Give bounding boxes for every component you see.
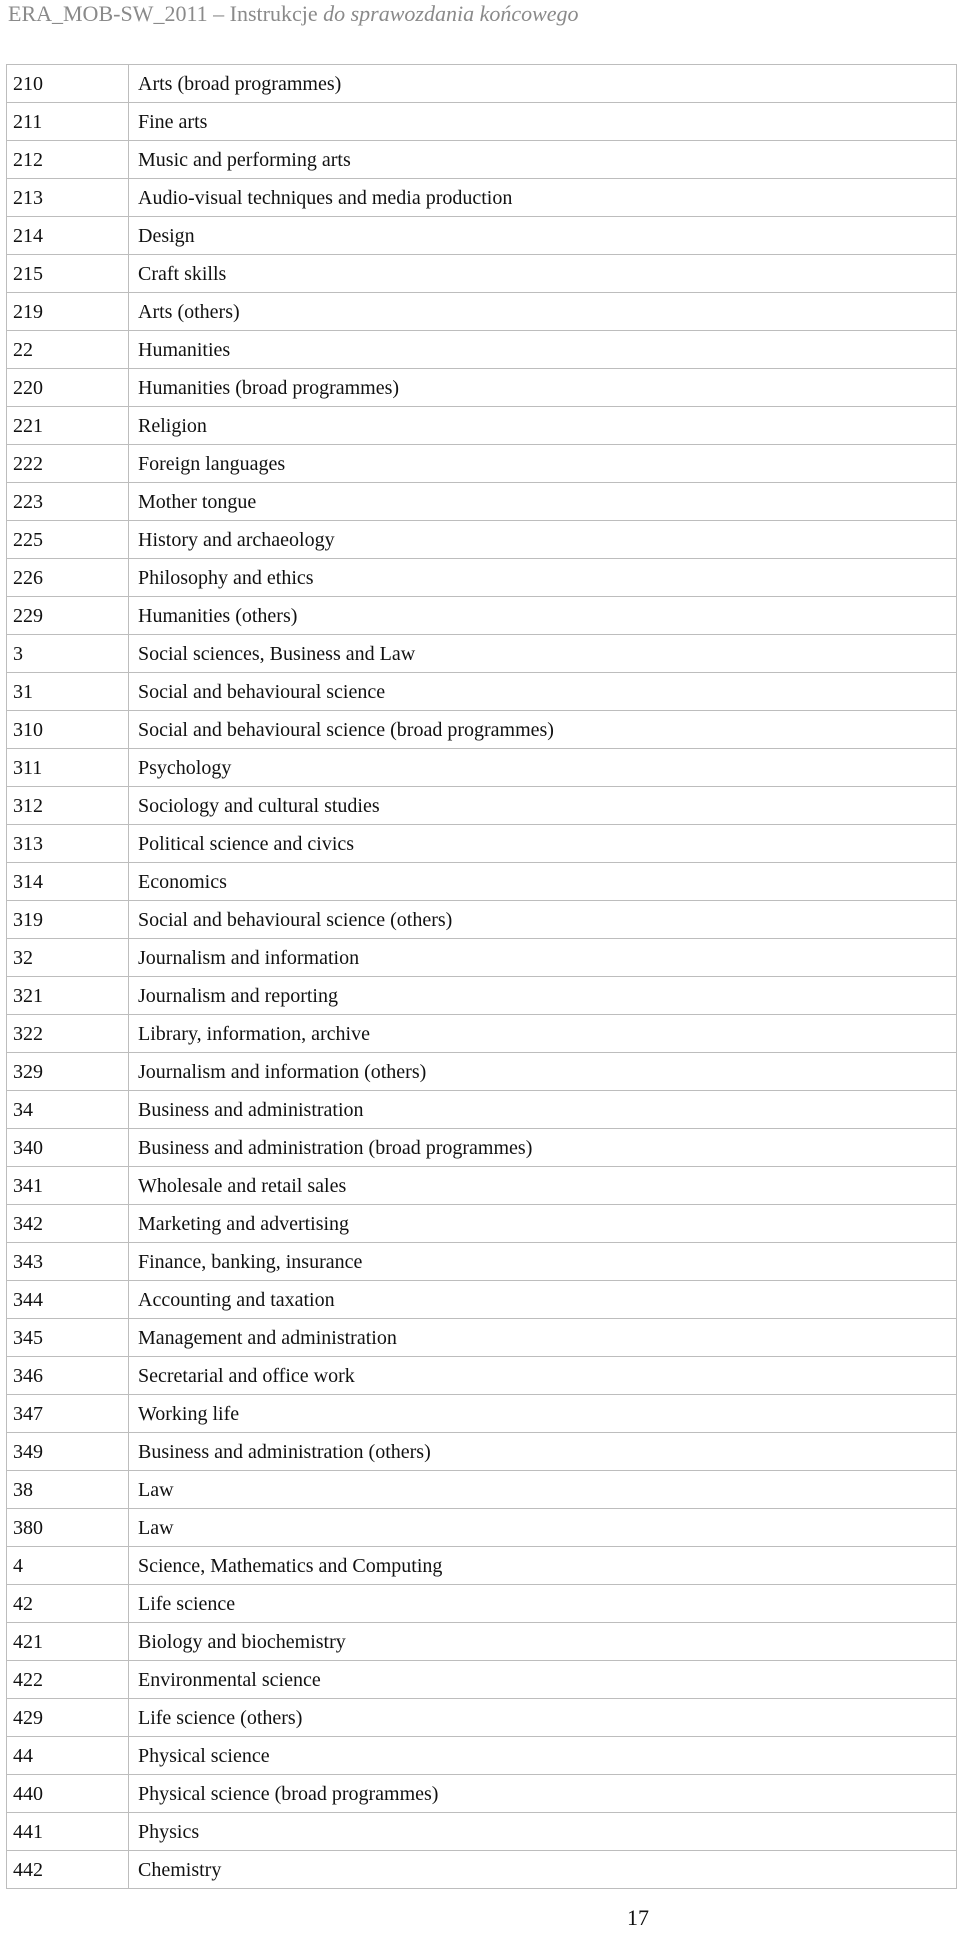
table-row [7, 1243, 957, 1281]
row-name-cell: Science, Mathematics and Computing [129, 1547, 957, 1585]
table-row [7, 673, 957, 711]
row-code-cell: 314 [7, 863, 129, 901]
row-code-cell: 210 [7, 65, 129, 103]
table-row [7, 521, 957, 559]
row-code-cell: 441 [7, 1813, 129, 1851]
table-row [7, 1585, 957, 1623]
table-row [7, 331, 957, 369]
row-name-cell: Wholesale and retail sales [129, 1167, 957, 1205]
row-code-cell: 223 [7, 483, 129, 521]
table-row [7, 1509, 957, 1547]
header-title-italic: do sprawozdania końcowego [323, 1, 579, 26]
table-row [7, 1547, 957, 1585]
row-name-cell: Finance, banking, insurance [129, 1243, 957, 1281]
row-code-cell: 345 [7, 1319, 129, 1357]
table-row [7, 559, 957, 597]
row-name-cell: Chemistry [129, 1851, 957, 1889]
table-row [7, 1737, 957, 1775]
row-code-cell: 310 [7, 711, 129, 749]
row-code-cell: 311 [7, 749, 129, 787]
table-row [7, 445, 957, 483]
row-code-cell: 329 [7, 1053, 129, 1091]
row-name-cell: Law [129, 1509, 957, 1547]
table-row [7, 1129, 957, 1167]
row-code-cell: 221 [7, 407, 129, 445]
table-row [7, 711, 957, 749]
row-code-cell: 319 [7, 901, 129, 939]
row-name-cell: Music and performing arts [129, 141, 957, 179]
header-title-plain: ERA_MOB-SW_2011 – Instrukcje [8, 1, 324, 26]
table-row [7, 407, 957, 445]
row-code-cell: 42 [7, 1585, 129, 1623]
row-code-cell: 442 [7, 1851, 129, 1889]
row-code-cell: 322 [7, 1015, 129, 1053]
row-code-cell: 220 [7, 369, 129, 407]
table-row [7, 141, 957, 179]
code-table-container [6, 64, 956, 1889]
row-code-cell: 31 [7, 673, 129, 711]
row-name-cell: Social and behavioural science [129, 673, 957, 711]
row-name-cell: Working life [129, 1395, 957, 1433]
page-header [8, 0, 579, 30]
table-row [7, 597, 957, 635]
table-row [7, 749, 957, 787]
row-name-cell: Life science (others) [129, 1699, 957, 1737]
table-row [7, 1851, 957, 1889]
row-name-cell: Law [129, 1471, 957, 1509]
row-code-cell: 22 [7, 331, 129, 369]
row-code-cell: 342 [7, 1205, 129, 1243]
row-code-cell: 344 [7, 1281, 129, 1319]
table-row [7, 1205, 957, 1243]
row-code-cell: 4 [7, 1547, 129, 1585]
table-row [7, 293, 957, 331]
row-name-cell: Business and administration (others) [129, 1433, 957, 1471]
table-row [7, 939, 957, 977]
row-name-cell: Foreign languages [129, 445, 957, 483]
row-code-cell: 313 [7, 825, 129, 863]
row-code-cell: 215 [7, 255, 129, 293]
row-name-cell: Journalism and reporting [129, 977, 957, 1015]
row-name-cell: Arts (broad programmes) [129, 65, 957, 103]
row-name-cell: Social sciences, Business and Law [129, 635, 957, 673]
field-of-study-code-table [6, 64, 957, 1889]
row-code-cell: 346 [7, 1357, 129, 1395]
table-row [7, 1433, 957, 1471]
row-code-cell: 341 [7, 1167, 129, 1205]
row-name-cell: Social and behavioural science (broad programmes) [129, 711, 957, 749]
table-row [7, 179, 957, 217]
row-name-cell: Physical science [129, 1737, 957, 1775]
row-name-cell: Business and administration (broad programmes) [129, 1129, 957, 1167]
table-row [7, 1813, 957, 1851]
table-row [7, 1015, 957, 1053]
table-row [7, 1471, 957, 1509]
row-code-cell: 312 [7, 787, 129, 825]
row-code-cell: 343 [7, 1243, 129, 1281]
page-number [0, 1906, 960, 1930]
row-name-cell: Arts (others) [129, 293, 957, 331]
row-code-cell: 321 [7, 977, 129, 1015]
row-code-cell: 34 [7, 1091, 129, 1129]
table-row [7, 103, 957, 141]
page-number-value: 17 [627, 1905, 649, 1930]
table-row [7, 1395, 957, 1433]
row-name-cell: Religion [129, 407, 957, 445]
row-name-cell: Biology and biochemistry [129, 1623, 957, 1661]
row-name-cell: Humanities [129, 331, 957, 369]
table-row [7, 369, 957, 407]
table-row [7, 977, 957, 1015]
row-code-cell: 429 [7, 1699, 129, 1737]
row-code-cell: 380 [7, 1509, 129, 1547]
row-name-cell: Accounting and taxation [129, 1281, 957, 1319]
row-code-cell: 225 [7, 521, 129, 559]
table-row [7, 65, 957, 103]
table-row [7, 1623, 957, 1661]
row-code-cell: 211 [7, 103, 129, 141]
row-code-cell: 349 [7, 1433, 129, 1471]
row-name-cell: Marketing and advertising [129, 1205, 957, 1243]
row-code-cell: 421 [7, 1623, 129, 1661]
row-name-cell: Philosophy and ethics [129, 559, 957, 597]
table-row [7, 483, 957, 521]
row-code-cell: 226 [7, 559, 129, 597]
row-name-cell: Library, information, archive [129, 1015, 957, 1053]
table-row [7, 1319, 957, 1357]
table-row [7, 901, 957, 939]
row-name-cell: Humanities (broad programmes) [129, 369, 957, 407]
row-name-cell: Management and administration [129, 1319, 957, 1357]
row-code-cell: 212 [7, 141, 129, 179]
row-name-cell: Audio-visual techniques and media production [129, 179, 957, 217]
row-name-cell: Secretarial and office work [129, 1357, 957, 1395]
row-code-cell: 38 [7, 1471, 129, 1509]
row-code-cell: 422 [7, 1661, 129, 1699]
row-name-cell: Craft skills [129, 255, 957, 293]
table-body [7, 65, 957, 1889]
table-row [7, 825, 957, 863]
row-name-cell: Mother tongue [129, 483, 957, 521]
row-code-cell: 213 [7, 179, 129, 217]
row-name-cell: Humanities (others) [129, 597, 957, 635]
row-name-cell: Journalism and information (others) [129, 1053, 957, 1091]
row-code-cell: 347 [7, 1395, 129, 1433]
row-code-cell: 3 [7, 635, 129, 673]
row-code-cell: 214 [7, 217, 129, 255]
row-name-cell: Political science and civics [129, 825, 957, 863]
table-row [7, 787, 957, 825]
row-code-cell: 219 [7, 293, 129, 331]
row-name-cell: Economics [129, 863, 957, 901]
row-name-cell: Environmental science [129, 1661, 957, 1699]
row-name-cell: Physics [129, 1813, 957, 1851]
row-name-cell: Sociology and cultural studies [129, 787, 957, 825]
table-row [7, 1661, 957, 1699]
row-name-cell: Social and behavioural science (others) [129, 901, 957, 939]
row-name-cell: Journalism and information [129, 939, 957, 977]
row-code-cell: 32 [7, 939, 129, 977]
row-code-cell: 440 [7, 1775, 129, 1813]
row-code-cell: 229 [7, 597, 129, 635]
table-row [7, 1281, 957, 1319]
row-code-cell: 44 [7, 1737, 129, 1775]
row-name-cell: History and archaeology [129, 521, 957, 559]
table-row [7, 255, 957, 293]
table-row [7, 863, 957, 901]
table-row [7, 1091, 957, 1129]
row-code-cell: 340 [7, 1129, 129, 1167]
table-row [7, 1699, 957, 1737]
row-name-cell: Life science [129, 1585, 957, 1623]
table-row [7, 635, 957, 673]
row-name-cell: Physical science (broad programmes) [129, 1775, 957, 1813]
row-code-cell: 222 [7, 445, 129, 483]
table-row [7, 1775, 957, 1813]
row-name-cell: Business and administration [129, 1091, 957, 1129]
row-name-cell: Fine arts [129, 103, 957, 141]
table-row [7, 1357, 957, 1395]
row-name-cell: Design [129, 217, 957, 255]
table-row [7, 217, 957, 255]
table-row [7, 1167, 957, 1205]
table-row [7, 1053, 957, 1091]
row-name-cell: Psychology [129, 749, 957, 787]
